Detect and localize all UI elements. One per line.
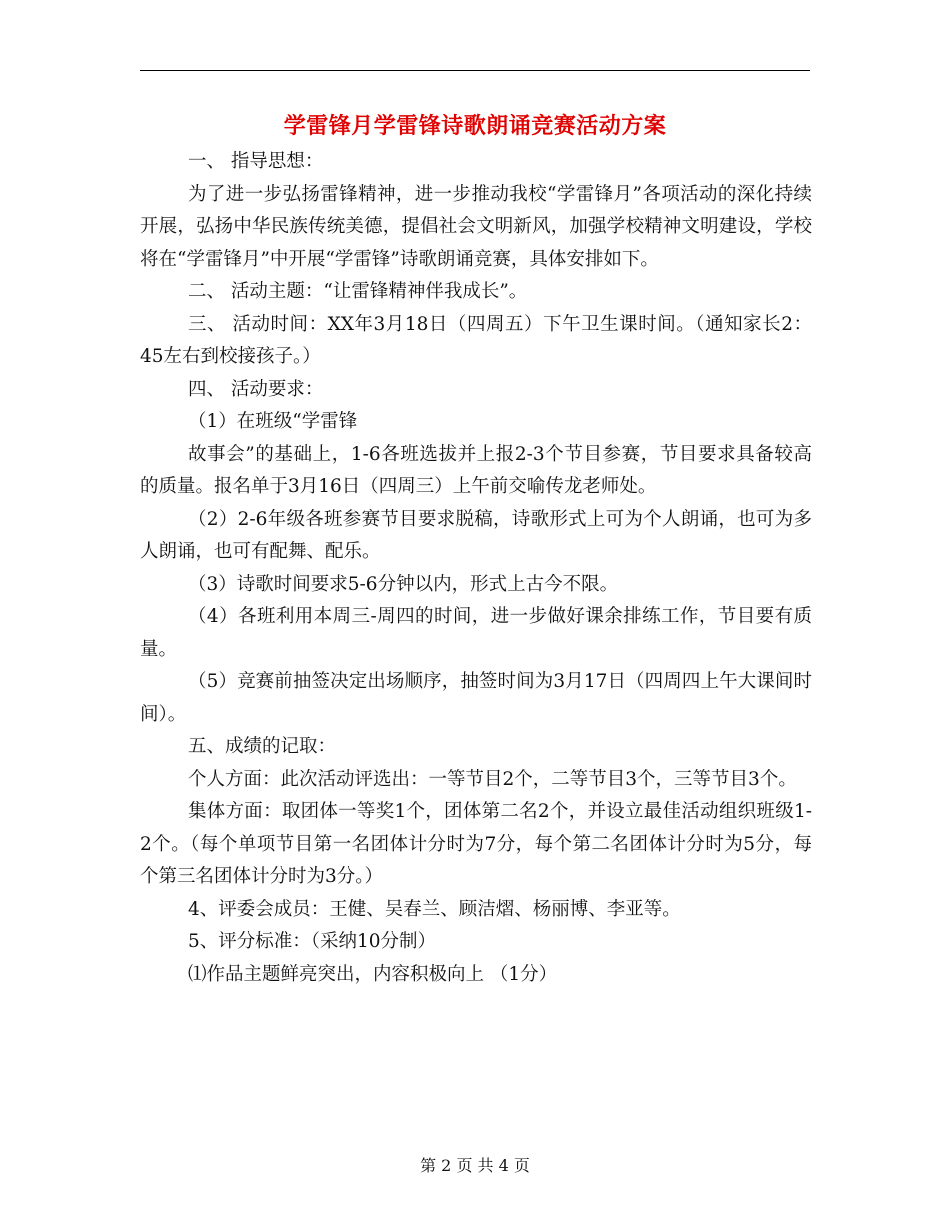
section-heading-scoring: 五、成绩的记取： xyxy=(188,736,337,757)
requirement-item-3: （3）诗歌时间要求5-6分钟以内，形式上古今不限。 xyxy=(188,573,619,595)
requirement-item-1-lead: （1）在班级“学雷锋 xyxy=(188,411,358,432)
requirement-item-4: （4）各班利用本周三-周四的时间，进一步做好课余排练工作，节目要有质量。 xyxy=(140,606,812,660)
page-footer: 第 2 页 共 4 页 xyxy=(420,1156,530,1175)
section-heading-time: 三、 活动时间：XX年3月18日（四周五）下午卫生课时间。（通知家长2：45左右到校接孩子。） xyxy=(140,313,812,367)
paragraph-criteria: 5、评分标准：（采纳10分制） xyxy=(188,931,437,952)
section-heading-requirements: 四、 活动要求： xyxy=(188,378,324,400)
document-title: 学雷锋月学雷锋诗歌朗诵竞赛活动方案 xyxy=(283,113,667,139)
paragraph-individual-awards: 个人方面：此次活动评选出：一等节目2个，二等节目3个，三等节目3个。 xyxy=(188,768,797,790)
requirement-item-1-body: 故事会”的基础上，1-6各班选拔并上报2-3个节目参赛，节目要求具备较高的质量。报名单于3月16日（四周三）上午前交喻传龙老师处。 xyxy=(140,443,812,497)
header-rule xyxy=(140,70,810,71)
paragraph-judges: 4、评委会成员：王健、吴春兰、顾洁熠、杨丽博、李亚等。 xyxy=(188,898,681,920)
document-body xyxy=(140,146,812,991)
paragraph-group-awards: 集体方面：取团体一等奖1个，团体第二名2个，并设立最佳活动组织班级1-2个。（每个单项节目第一名团体计分时为7分，每个第二名团体计分时为5分，每个第三名团体计分时为3分。） xyxy=(140,801,812,887)
requirement-item-5: （5）竞赛前抽签决定出场顺序，抽签时间为3月17日（四周四上午大课间时间）。 xyxy=(140,671,812,725)
section-heading-guiding-thought: 一、 指导思想： xyxy=(188,151,324,172)
requirement-item-2: （2）2-6年级各班参赛节目要求脱稿，诗歌形式上可为个人朗诵，也可为多人朗诵，也可有配舞、配乐。 xyxy=(140,508,812,562)
section-heading-theme: 二、 活动主题：“让雷锋精神伴我成长”。 xyxy=(188,281,528,302)
paragraph-intro: 为了进一步弘扬雷锋精神，进一步推动我校“学雷锋月”各项活动的深化持续开展，弘扬中华民族传统美德，提倡社会文明新风，加强学校精神文明建设，学校将在“学雷锋月”中开展“学雷锋”诗歌朗诵竞赛，具体安排如下。 xyxy=(140,183,812,270)
criteria-item-1: ⑴作品主题鲜亮突出，内容积极向上 （1分） xyxy=(188,963,558,985)
